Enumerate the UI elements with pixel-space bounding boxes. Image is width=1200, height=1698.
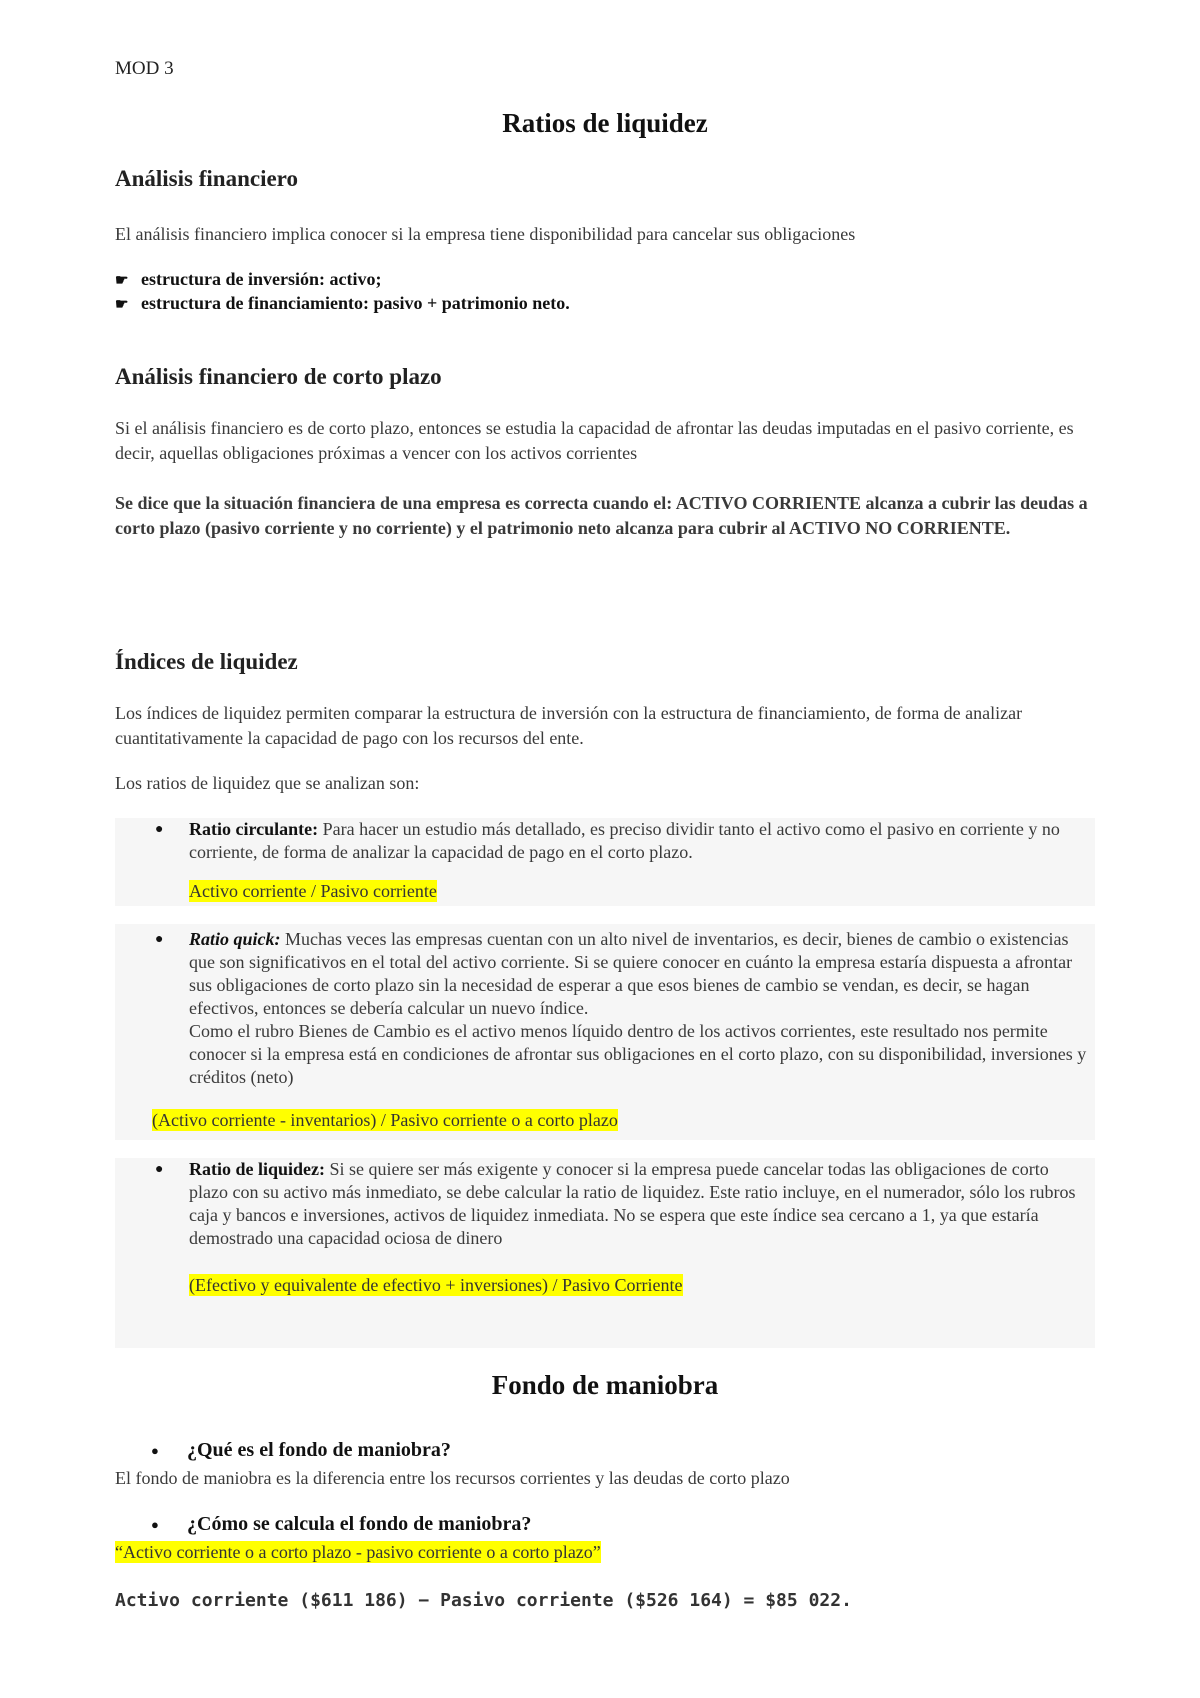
formula-highlight: (Activo corriente - inventarios) / Pasivo corriente o a corto plazo	[152, 1110, 618, 1130]
page-title: Ratios de liquidez	[502, 108, 708, 138]
indices-paragraph: Los índices de liquidez permiten comparar la estructura de inversión con la estructura de financiamiento, de forma de analizar cuantitativamente la capacidad de pago con los recursos del ente.	[115, 703, 1023, 748]
question-item	[115, 1439, 451, 1462]
ratio-quick-block	[115, 924, 1095, 1140]
ratio-formula	[189, 1274, 1089, 1297]
ratio-liquidez-block	[115, 1158, 1095, 1348]
question-item	[115, 1513, 531, 1536]
ratio-text: Muchas veces las empresas cuentan con un alto nivel de inventarios, es decir, bienes de cambio o existencias que son significativos en el total del activo corriente. Si se quiere conocer en cuánto la empresa estaría dispuesta a afrontar sus obligaciones de corto plazo sin la necesidad de esperar a que esos bienes de cambio se vendan, es decir, se hagan efectivos, entonces se debería calcular un nuevo índice.	[189, 929, 1073, 1018]
pointing-hand-icon: ☛	[115, 273, 129, 289]
bullet-icon: ●	[151, 1517, 159, 1533]
ratio-text-2: Como el rubro Bienes de Cambio es el activo menos líquido dentro de los activos corrientes, este resultado nos permite conocer si la empresa está en condiciones de afrontar sus obligaciones en el corto plazo, con su disponibilidad, inversiones y créditos (neto)	[189, 1021, 1087, 1087]
list-item-text: estructura de inversión: activo;	[141, 269, 382, 289]
bullet-icon: ●	[155, 932, 164, 947]
calculation-line: Activo corriente ($611 186) − Pasivo corriente ($526 164) = $85 022.	[115, 1590, 852, 1611]
heading-corto-plazo: Análisis financiero de corto plazo	[115, 364, 442, 389]
list-item	[115, 269, 381, 290]
bullet-icon: ●	[155, 822, 164, 837]
bullet-icon: ●	[155, 1162, 164, 1177]
list-item	[115, 293, 570, 314]
intro-paragraph: El análisis financiero implica conocer si la empresa tiene disponibilidad para cancelar sus obligaciones	[115, 224, 856, 244]
ratio-text: Si se quiere ser más exigente y conocer si la empresa puede cancelar todas las obligaciones de corto plazo con su activo más inmediato, se debe calcular la ratio de liquidez. Este ratio incluye, en el numerador, sólo los rubros caja y bancos e inversiones, activos de liquidez inmediata. No se espera que este índice sea cercano a 1, ya que estaría demostrado una capacidad ociosa de dinero	[189, 1159, 1076, 1248]
ratios-intro: Los ratios de liquidez que se analizan son:	[115, 773, 420, 793]
heading-indices-liquidez: Índices de liquidez	[115, 649, 298, 674]
pointing-hand-icon: ☛	[115, 297, 129, 313]
heading-analisis-financiero: Análisis financiero	[115, 166, 298, 191]
module-label: MOD 3	[115, 58, 174, 79]
formula-highlight: “Activo corriente o a corto plazo - pasivo corriente o a corto plazo”	[115, 1542, 601, 1562]
formula-highlight: Activo corriente / Pasivo corriente	[189, 881, 437, 901]
ratio-text: Para hacer un estudio más detallado, es preciso dividir tanto el activo como el pasivo en corriente y no corriente, de forma de analizar la capacidad de pago en el corto plazo.	[189, 819, 1060, 862]
situacion-financiera-paragraph: Se dice que la situación financiera de una empresa es correcta cuando el: ACTIVO CORRIENTE alcanza a cubrir las deudas a corto plazo (pasivo corriente y no corriente) y el patrimonio neto alcanza para cubrir al ACTIVO NO CORRIENTE.	[115, 493, 1088, 538]
ratio-formula	[152, 1109, 1052, 1132]
heading-fondo-maniobra: Fondo de maniobra	[491, 1370, 719, 1400]
corto-plazo-paragraph: Si el análisis financiero es de corto plazo, entonces se estudia la capacidad de afrontar las deudas imputadas en el pasivo corriente, es decir, aquellas obligaciones próximas a vencer con los activos corrientes	[115, 418, 1074, 463]
ratio-name: Ratio quick:	[189, 929, 281, 949]
ratio-name: Ratio de liquidez:	[189, 1159, 326, 1179]
list-item-text: estructura de financiamiento: pasivo + patrimonio neto.	[141, 293, 570, 313]
ratio-name: Ratio circulante:	[189, 819, 319, 839]
ratio-description	[189, 818, 1089, 864]
ratio-circulante-block	[115, 818, 1095, 906]
ratio-description	[189, 1158, 1089, 1250]
answer-paragraph: El fondo de maniobra es la diferencia entre los recursos corrientes y las deudas de corto plazo	[115, 1468, 790, 1488]
question-text: ¿Cómo se calcula el fondo de maniobra?	[187, 1513, 532, 1535]
ratio-formula	[189, 880, 1089, 903]
answer-formula	[115, 1540, 1095, 1565]
bullet-icon: ●	[151, 1443, 159, 1459]
question-text: ¿Qué es el fondo de maniobra?	[187, 1439, 451, 1461]
formula-highlight: (Efectivo y equivalente de efectivo + inversiones) / Pasivo Corriente	[189, 1275, 683, 1295]
ratio-description	[189, 928, 1089, 1089]
